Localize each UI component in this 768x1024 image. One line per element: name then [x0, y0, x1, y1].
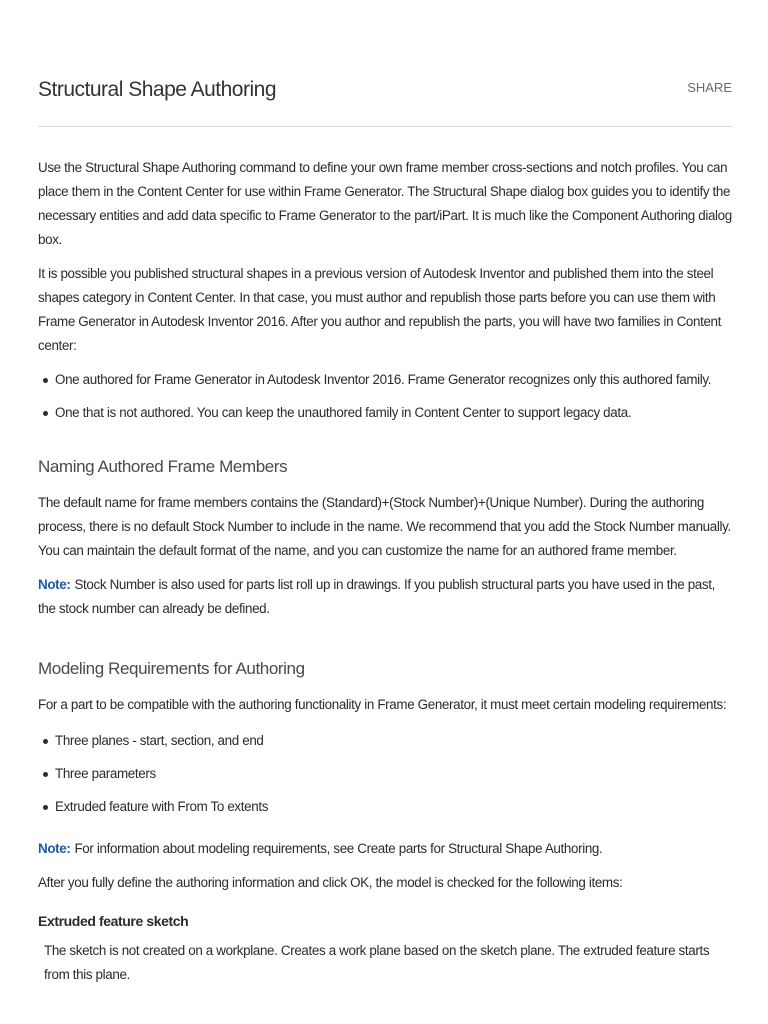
- note-label: Note:: [38, 841, 71, 856]
- section-heading-modeling: Modeling Requirements for Authoring: [38, 659, 305, 678]
- list-item: Extruded feature with From To extents: [55, 795, 732, 819]
- header-divider: [38, 126, 732, 127]
- list-item: One authored for Frame Generator in Autodesk Inventor 2016. Frame Generator recognizes only this authored family.: [55, 368, 732, 392]
- intro-paragraph-1: Use the Structural Shape Authoring command to define your own frame member cross-sections and notch profiles. You can place them in the Content Center for use within Frame Generator. The Structural Shape dialog box guides you to identify the necessary entities and add data specific to Frame Generator to the part/iPart. It is much like the Component Authoring dialog box.: [38, 160, 732, 247]
- extruded-sketch-paragraph: The sketch is not created on a workplane. Creates a work plane based on the sketch plane. The extruded feature starts from this plane.: [44, 943, 710, 982]
- article-body: [38, 156, 732, 997]
- page-title: Structural Shape Authoring: [38, 78, 276, 101]
- modeling-note: [38, 837, 732, 861]
- document-page: [38, 0, 732, 1024]
- page-header: [38, 74, 732, 114]
- modeling-paragraph: For a part to be compatible with the authoring functionality in Frame Generator, it must meet certain modeling requirements:: [38, 697, 727, 712]
- families-list: [38, 368, 732, 425]
- note-text: Stock Number is also used for parts list roll up in drawings. If you publish structural parts you have used in the past, the stock number can already be defined.: [38, 577, 715, 616]
- intro-paragraph-2: It is possible you published structural shapes in a previous version of Autodesk Inventor and published them into the steel shapes category in Content Center. In that case, you must author and republish those parts before you can use them with Frame Generator in Autodesk Inventor 2016. After you author and republish the parts, you will have two families in Content center:: [38, 266, 722, 353]
- check-paragraph: After you fully define the authoring information and click OK, the model is checked for the following items:: [38, 875, 623, 890]
- list-item: One that is not authored. You can keep the unauthored family in Content Center to support legacy data.: [55, 401, 732, 425]
- list-item: Three parameters: [55, 762, 732, 786]
- share-link[interactable]: SHARE: [687, 80, 732, 95]
- naming-note: [38, 573, 732, 621]
- note-label: Note:: [38, 577, 71, 592]
- section-heading-naming: Naming Authored Frame Members: [38, 457, 288, 476]
- list-item: Three planes - start, section, and end: [55, 729, 732, 753]
- subheading-extruded-sketch: Extruded feature sketch: [38, 913, 189, 929]
- naming-paragraph: The default name for frame members contains the (Standard)+(Stock Number)+(Unique Number). During the authoring process, there is no default Stock Number to include in the name. We recommend that you add the Stock Number manually. You can maintain the default format of the name, and you can customize the name for an authored frame member.: [38, 495, 731, 558]
- requirements-list: [38, 729, 732, 819]
- note-link-text[interactable]: For information about modeling requirements, see Create parts for Structural Shape Authoring.: [74, 841, 603, 856]
